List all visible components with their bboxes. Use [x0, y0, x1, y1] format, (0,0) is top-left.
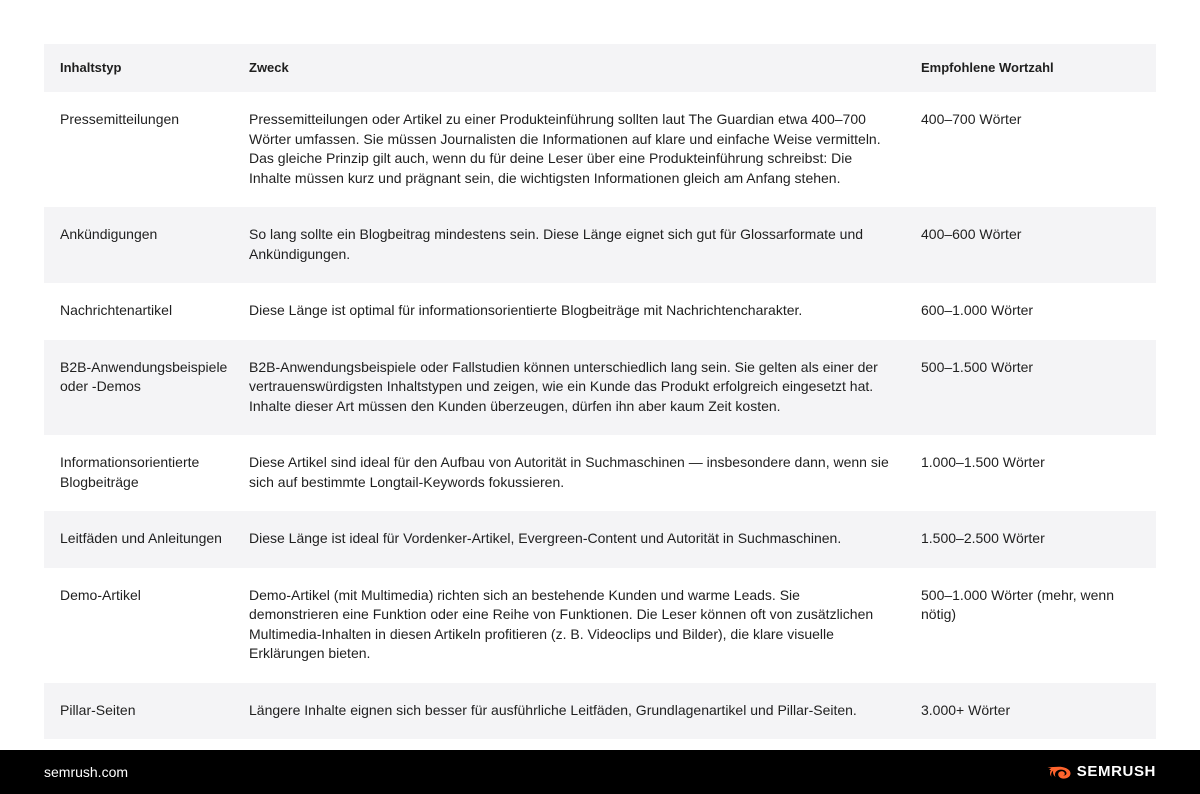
content-type-cell: Nachrichtenartikel [60, 302, 173, 318]
word-count-cell: 500–1.000 Wörter (mehr, wenn nötig) [921, 586, 1114, 622]
semrush-flame-icon [1047, 764, 1073, 780]
purpose-cell: Pressemitteilungen oder Artikel zu einer Produkteinführung sollten laut The Guardian etwa 400–700 Wörter umfassen. Sie müssen Journalisten die Informationen auf klare und einfache Weise vermitteln. Das gleiche Prinzip gilt auch, wenn du für deine Leser über eine Produkteinführung schreibst: Die Inhalte müssen kurz und prägnant sein, die wichtigsten Informationen gleich am Anfang stehen. [249, 111, 881, 186]
table-row [44, 683, 1156, 740]
table-row [44, 568, 1156, 683]
content-type-cell: Leitfäden und Anleitungen [60, 530, 222, 546]
word-count-cell: 1.500–2.500 Wörter [921, 530, 1045, 546]
word-count-cell: 3.000+ Wörter [921, 701, 1011, 718]
word-count-cell: 500–1.500 Wörter [921, 358, 1034, 375]
content-type-cell: B2B-Anwendungsbeispiele oder -Demos [60, 358, 228, 394]
content-type-cell: Demo-Artikel [60, 586, 141, 603]
purpose-cell: Diese Länge ist ideal für Vordenker-Artikel, Evergreen-Content und Autorität in Suchmaschinen. [249, 530, 842, 546]
content-type-cell: Informationsorientierte Blogbeiträge [60, 454, 200, 490]
table-row [44, 511, 1156, 568]
table-row [44, 92, 1156, 207]
table-header-row [44, 44, 1156, 92]
word-count-cell: 1.000–1.500 Wörter [921, 454, 1045, 470]
purpose-cell: Diese Artikel sind ideal für den Aufbau von Autorität in Suchmaschinen — insbesondere dann, wenn sie sich auf bestimmte Longtail-Keywords fokussieren. [249, 454, 889, 490]
footer-domain-link[interactable]: semrush.com [44, 764, 129, 780]
semrush-logo[interactable] [1047, 764, 1156, 780]
table-row [44, 340, 1156, 436]
purpose-cell: B2B-Anwendungsbeispiele oder Fallstudien können unterschiedlich lang sein. Sie gelten als einer der vertrauenswürdigsten Inhaltstypen und zeigen, wie ein Kunde das Produkt erfolgreich eingesetzt hat. Inhalte dieser Art müssen den Kunden überzeugen, dürfen ihn aber kaum Zeit kosten. [249, 358, 878, 414]
column-header-word-count: Empfohlene Wortzahl [921, 60, 1054, 76]
column-header-content-type: Inhaltstyp [60, 60, 122, 76]
footer-bar [0, 750, 1200, 794]
purpose-cell: Demo-Artikel (mit Multimedia) richten sich an bestehende Kunden und warme Leads. Sie demonstrieren eine Funktion oder eine Reihe von Funktionen. Die Leser können oft von zusätzlichen Multimedia-Inhalten in diesen Artikeln profitieren (z. B. Videoclips und Bilder), die klare visuelle Erklärungen bieten. [249, 586, 874, 661]
purpose-cell: Längere Inhalte eignen sich besser für ausführliche Leitfäden, Grundlagenartikel und Pillar-Seiten. [249, 701, 857, 718]
table-row [44, 283, 1156, 340]
table-row [44, 435, 1156, 511]
content-type-cell: Pillar-Seiten [60, 701, 136, 718]
word-count-cell: 400–700 Wörter [921, 111, 1022, 127]
content-length-table [44, 44, 1156, 739]
purpose-cell: Diese Länge ist optimal für informationsorientierte Blogbeiträge mit Nachrichtencharakter. [249, 302, 803, 318]
purpose-cell: So lang sollte ein Blogbeitrag mindestens sein. Diese Länge eignet sich gut für Glossarformate und Ankündigungen. [249, 226, 864, 262]
content-type-cell: Pressemitteilungen [60, 111, 180, 127]
content-type-cell: Ankündigungen [60, 226, 158, 242]
word-count-cell: 400–600 Wörter [921, 226, 1022, 242]
table-row [44, 207, 1156, 283]
semrush-wordmark: SEMRUSH [1076, 763, 1156, 780]
word-count-cell: 600–1.000 Wörter [921, 302, 1034, 318]
column-header-purpose: Zweck [249, 60, 289, 76]
